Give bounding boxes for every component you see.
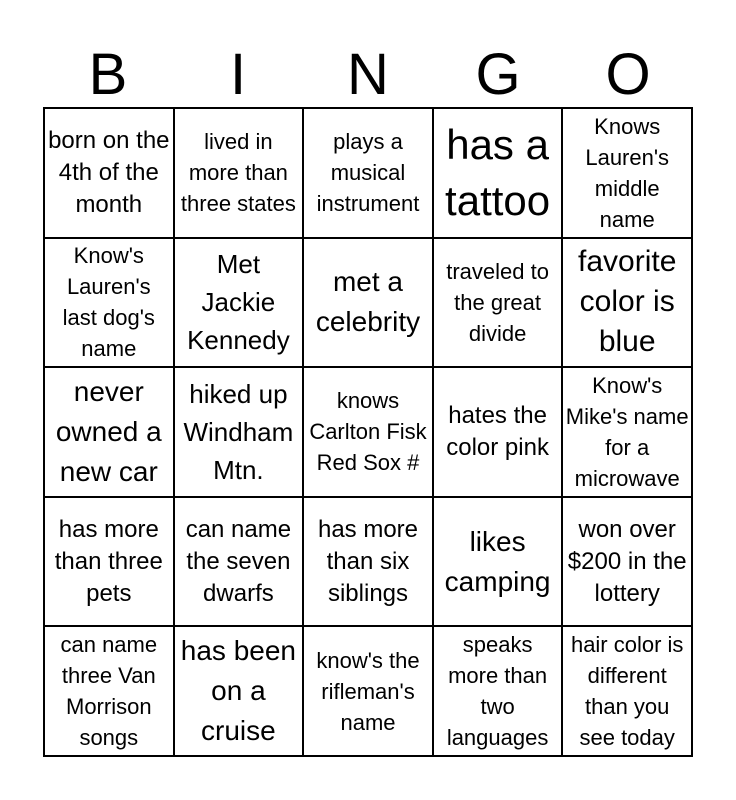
cell-text: has more than six siblings bbox=[317, 515, 419, 607]
cell-text: Met Jackie Kennedy bbox=[187, 249, 290, 356]
header-letter-b: B bbox=[88, 42, 128, 107]
bingo-cell[interactable] bbox=[303, 238, 433, 368]
cell-text: plays a musical instrument bbox=[316, 129, 420, 217]
header-letter-i: I bbox=[229, 42, 247, 107]
bingo-cell[interactable] bbox=[174, 626, 304, 756]
cell-text: know's the rifleman's name bbox=[316, 647, 420, 735]
cell-text: likes camping bbox=[444, 525, 551, 597]
cell-text: traveled to the great divide bbox=[446, 258, 549, 346]
bingo-cell[interactable] bbox=[303, 497, 433, 627]
bingo-cell[interactable] bbox=[44, 626, 174, 756]
bingo-header bbox=[43, 42, 693, 108]
header-letter-o: O bbox=[605, 42, 651, 107]
bingo-cell[interactable] bbox=[433, 238, 563, 368]
bingo-cell[interactable] bbox=[562, 497, 692, 627]
cell-text: born on the 4th of the month bbox=[48, 126, 170, 218]
cell-text: can name the seven dwarfs bbox=[185, 515, 292, 607]
cell-text: never owned a new car bbox=[55, 375, 162, 487]
bingo-cell[interactable] bbox=[562, 626, 692, 756]
cell-text: Knows Lauren's middle name bbox=[585, 113, 670, 232]
cell-text: has a tattoo bbox=[445, 120, 551, 224]
header-letter-g: G bbox=[475, 42, 521, 107]
bingo-cell[interactable] bbox=[562, 108, 692, 238]
bingo-cell[interactable] bbox=[433, 626, 563, 756]
cell-text: has more than three pets bbox=[54, 515, 163, 607]
cell-text: hiked up Windham Mtn. bbox=[183, 378, 294, 485]
bingo-cell[interactable] bbox=[174, 238, 304, 368]
cell-text: Know's Lauren's last dog's name bbox=[62, 243, 155, 362]
cell-text: won over $200 in the lottery bbox=[567, 515, 687, 607]
cell-text: has been on a cruise bbox=[180, 635, 296, 747]
bingo-cell[interactable] bbox=[44, 497, 174, 627]
cell-text: speaks more than two languages bbox=[446, 632, 549, 751]
bingo-cell[interactable] bbox=[44, 367, 174, 497]
cell-text: hates the color pink bbox=[446, 401, 549, 461]
bingo-cell[interactable] bbox=[433, 108, 563, 238]
bingo-cell[interactable] bbox=[303, 108, 433, 238]
cell-text: favorite color is blue bbox=[578, 245, 677, 359]
cell-text: knows Carlton Fisk Red Sox # bbox=[309, 388, 427, 476]
bingo-cell[interactable] bbox=[562, 238, 692, 368]
bingo-cell[interactable] bbox=[174, 108, 304, 238]
bingo-cell[interactable] bbox=[303, 367, 433, 497]
bingo-cell[interactable] bbox=[174, 367, 304, 497]
bingo-cell[interactable] bbox=[433, 367, 563, 497]
bingo-cell[interactable] bbox=[433, 497, 563, 627]
cell-text: lived in more than three states bbox=[180, 129, 296, 217]
bingo-cell[interactable] bbox=[174, 497, 304, 627]
cell-text: Know's Mike's name for a microwave bbox=[565, 373, 689, 491]
bingo-cell[interactable] bbox=[303, 626, 433, 756]
bingo-cell[interactable] bbox=[44, 238, 174, 368]
header-letter-n: N bbox=[347, 42, 389, 107]
bingo-cell[interactable] bbox=[44, 108, 174, 238]
cell-text: can name three Van Morrison songs bbox=[60, 632, 158, 751]
bingo-board bbox=[43, 107, 693, 757]
cell-text: hair color is different than you see today bbox=[570, 632, 684, 751]
bingo-cell[interactable] bbox=[562, 367, 692, 497]
cell-text: met a celebrity bbox=[315, 266, 421, 338]
